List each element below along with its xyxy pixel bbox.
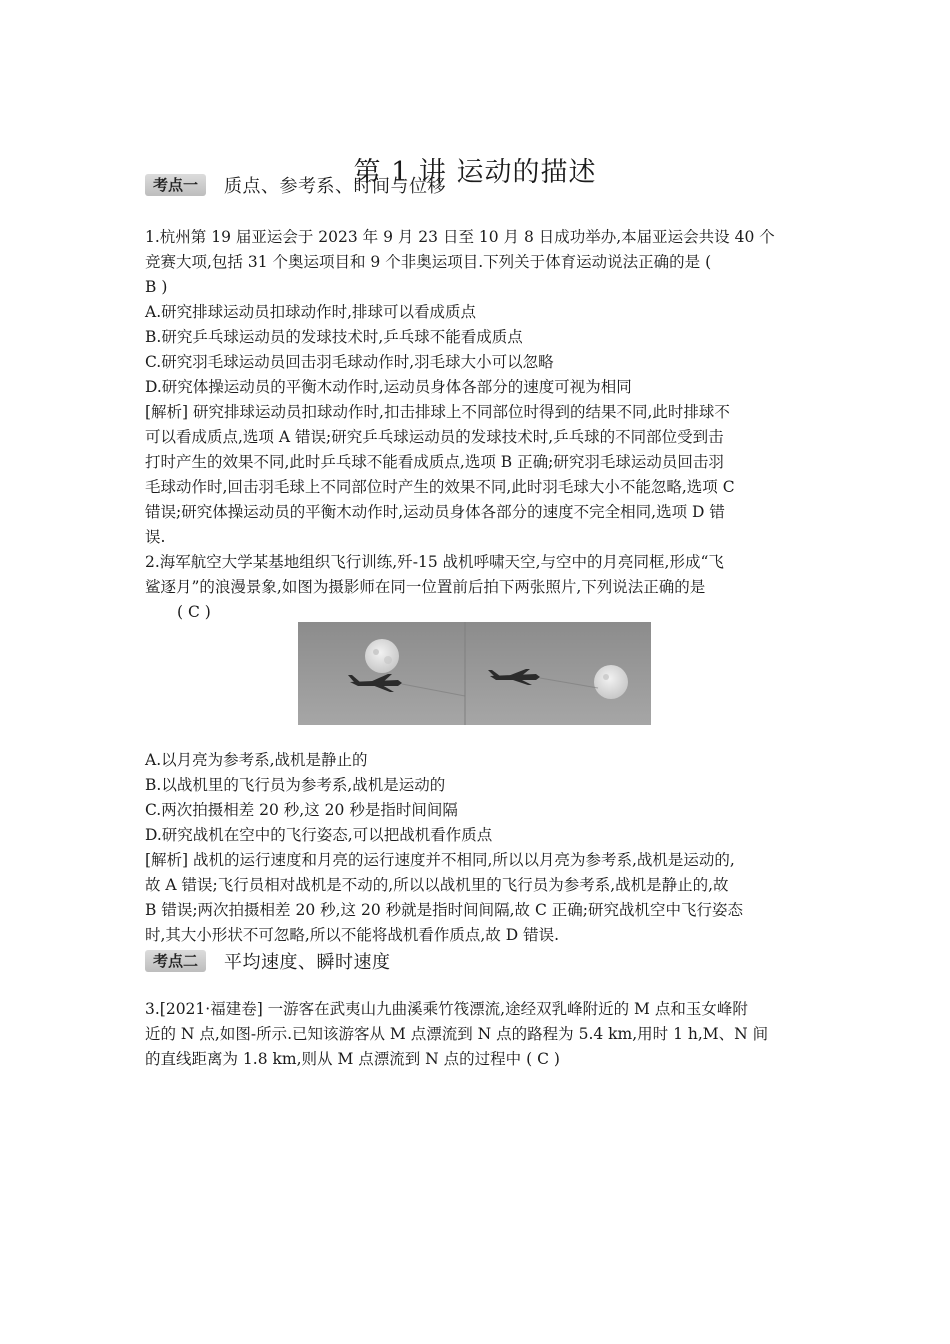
q2-option-c: C.两次拍摄相差 20 秒,这 20 秒是指时间间隔: [145, 801, 458, 819]
q2-option-a: A.以月亮为参考系,战机是静止的: [145, 751, 368, 769]
q1-option-c: C.研究羽毛球运动员回击羽毛球动作时,羽毛球大小可以忽略: [145, 353, 554, 371]
section-badge: 考点一: [145, 174, 206, 196]
moon-icon: [594, 665, 628, 699]
q3-stem-line: 3.[2021·福建卷] 一游客在武夷山九曲溪乘竹筏漂流,途经双乳峰附近的 M 点和玉女峰附: [145, 1000, 748, 1018]
q3-stem-line: 的直线距离为 1.8 km,则从 M 点漂流到 N 点的过程中 ( C ): [145, 1050, 560, 1068]
q2-option-d: D.研究战机在空中的飞行姿态,可以把战机看作质点: [145, 826, 493, 844]
jet-and-moon-photo: [298, 622, 651, 725]
section-badge: 考点二: [145, 950, 206, 972]
q1-answer: B ): [145, 278, 168, 296]
q2-analysis-line: [解析] 战机的运行速度和月亮的运行速度并不相同,所以以月亮为参考系,战机是运动的,: [145, 851, 735, 869]
moon-icon: [365, 639, 399, 673]
photo-illustration: [298, 622, 651, 725]
q2-stem-line: 鲨逐月”的浪漫景象,如图为摄影师在同一位置前后拍下两张照片,下列说法正确的是: [145, 578, 706, 596]
q2-stem-line: 2.海军航空大学某基地组织飞行训练,歼-15 战机呼啸天空,与空中的月亮同框,形成“飞: [145, 553, 724, 571]
section-header-2: [145, 948, 391, 974]
q1-analysis-line: 打时产生的效果不同,此时乒乓球不能看成质点,选项 B 正确;研究羽毛球运动员回击羽: [145, 453, 724, 471]
q2-analysis-line: 时,其大小形状不可忽略,所以不能将战机看作质点,故 D 错误.: [145, 926, 559, 944]
q1-option-d: D.研究体操运动员的平衡木动作时,运动员身体各部分的速度可视为相同: [145, 378, 632, 396]
page-title: 第 1 讲 运动的描述: [353, 157, 597, 189]
q1-analysis-line: [解析] 研究排球运动员扣球动作时,扣击排球上不同部位时得到的结果不同,此时排球不: [145, 403, 730, 421]
q2-answer: ( C ): [177, 603, 211, 621]
section-title: 平均速度、瞬时速度: [224, 952, 391, 973]
q1-stem-line: 竞赛大项,包括 31 个奥运项目和 9 个非奥运项目.下列关于体育运动说法正确的是 (: [145, 253, 712, 271]
section-header-1: [145, 172, 446, 198]
q1-option-b: B.研究乒乓球运动员的发球技术时,乒乓球不能看成质点: [145, 328, 523, 346]
q1-option-a: A.研究排球运动员扣球动作时,排球可以看成质点: [145, 303, 477, 321]
q1-stem-line: 1.杭州第 19 届亚运会于 2023 年 9 月 23 日至 10 月 8 日成功举办,本届亚运会共设 40 个: [145, 228, 775, 246]
q1-analysis-line: 毛球动作时,回击羽毛球上不同部位时产生的效果不同,此时羽毛球大小不能忽略,选项 C: [145, 478, 735, 496]
q1-analysis-line: 误.: [145, 528, 166, 546]
q2-analysis-line: B 错误;两次拍摄相差 20 秒,这 20 秒就是指时间间隔,故 C 正确;研究战机空中飞行姿态: [145, 901, 743, 919]
q2-option-b: B.以战机里的飞行员为参考系,战机是运动的: [145, 776, 446, 794]
q1-analysis-line: 可以看成质点,选项 A 错误;研究乒乓球运动员的发球技术时,乒乓球的不同部位受到击: [145, 428, 724, 446]
section-title: 质点、参考系、时间与位移: [224, 176, 447, 197]
q2-analysis-line: 故 A 错误;飞行员相对战机是不动的,所以以战机里的飞行员为参考系,战机是静止的,故: [145, 876, 729, 894]
q3-stem-line: 近的 N 点,如图-所示.已知该游客从 M 点漂流到 N 点的路程为 5.4 km,用时 1 h,M、N 间: [145, 1025, 769, 1043]
q1-analysis-line: 错误;研究体操运动员的平衡木动作时,运动员身体各部分的速度不完全相同,选项 D 错: [145, 503, 725, 521]
